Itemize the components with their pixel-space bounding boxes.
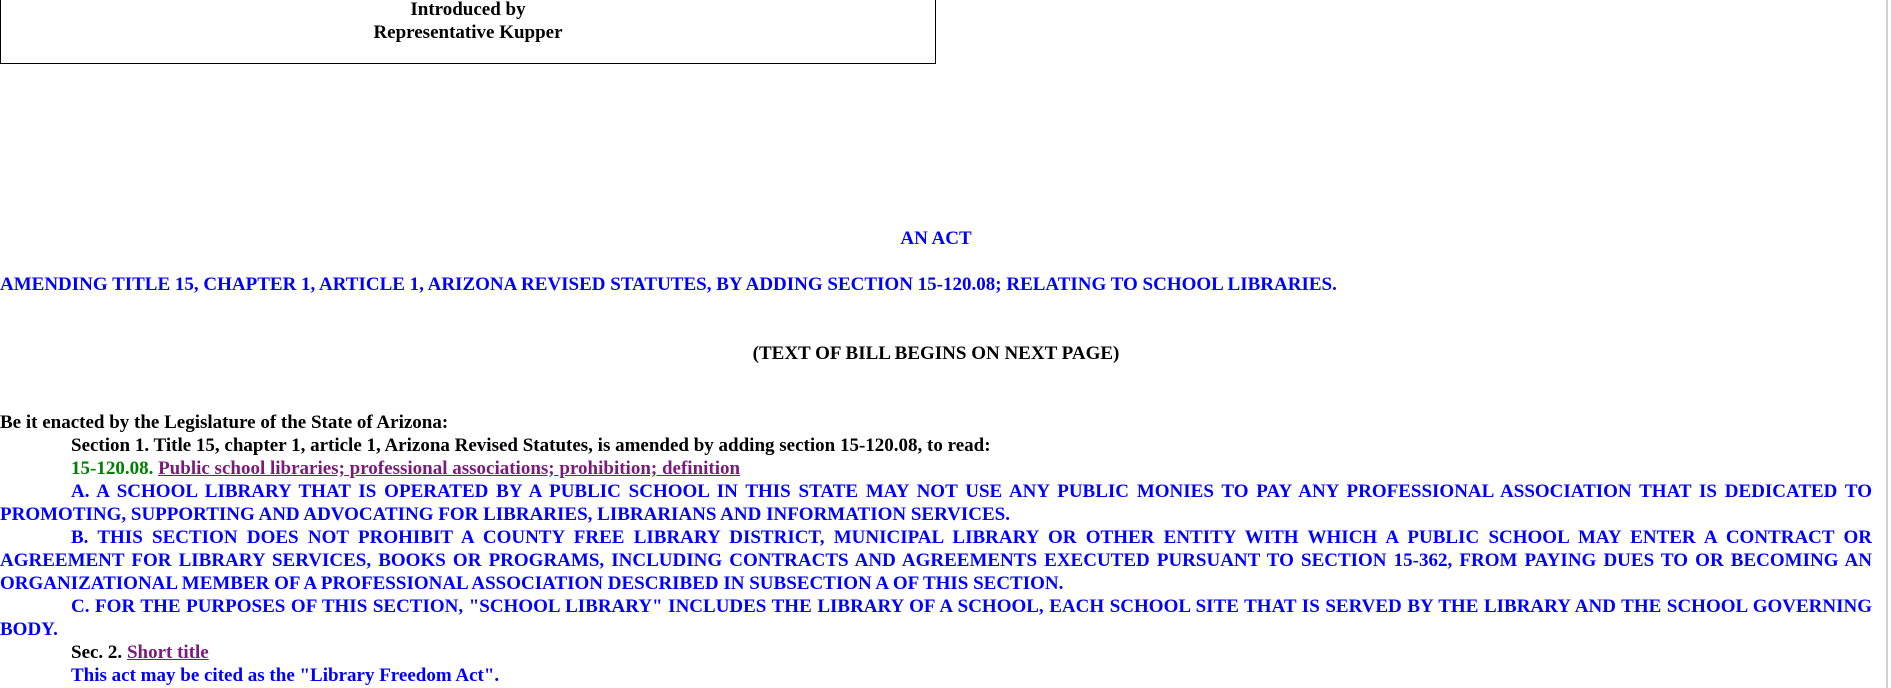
subsection-b: B. THIS SECTION DOES NOT PROHIBIT A COUNTY FREE LIBRARY DISTRICT, MUNICIPAL LIBRARY OR OTHER ENTITY WITH WHICH A PUBLIC SCHOOL MAY ENTER A CONTRACT OR AGREEMENT FOR LIBRARY SERVICES, BOOKS OR PROGRAMS, INCLUDING CONTRACTS AND AGREEMENTS EXECUTED PURSUANT TO SECTION 15-362, FROM PAYING DUES TO OR BECOMING AN ORGANIZATIONAL MEMBER OF A PROFESSIONAL ASSOCIATION DESCRIBED IN SUBSECTION A OF THIS SECTION. xyxy=(0,527,1872,594)
statute-heading xyxy=(0,457,1872,480)
sponsor-box xyxy=(0,0,936,64)
text-begins-notice: (TEXT OF BILL BEGINS ON NEXT PAGE) xyxy=(752,343,1120,364)
short-title-link[interactable]: Short title xyxy=(126,642,209,663)
subsection-a: A. A SCHOOL LIBRARY THAT IS OPERATED BY A PUBLIC SCHOOL IN THIS STATE MAY NOT USE ANY PUBLIC MONIES TO PAY ANY PROFESSIONAL ASSOCIATION THAT IS DEDICATED TO PROMOTING, SUPPORTING AND ADVOCATING FOR LIBRARIES, LIBRARIANS AND INFORMATION SERVICES. xyxy=(0,481,1872,525)
vertical-scrollbar[interactable] xyxy=(1872,0,1891,688)
section-2-heading xyxy=(0,641,1872,664)
subsection-c: C. FOR THE PURPOSES OF THIS SECTION, "SCHOOL LIBRARY" INCLUDES THE LIBRARY OF A SCHOOL, EACH SCHOOL SITE THAT IS SERVED BY THE LIBRARY AND THE SCHOOL GOVERNING BODY. xyxy=(0,596,1872,640)
section-1: Section 1. Title 15, chapter 1, article 1, Arizona Revised Statutes, is amended by adding section 15-120.08, to read: xyxy=(71,435,991,456)
section-2-text: This act may be cited as the "Library Freedom Act". xyxy=(71,665,500,686)
act-description: AMENDING TITLE 15, CHAPTER 1, ARTICLE 1, ARIZONA REVISED STATUTES, BY ADDING SECTION 15-120.08; RELATING TO SCHOOL LIBRARIES. xyxy=(0,274,1337,295)
act-title: AN ACT xyxy=(900,228,972,249)
bill-body xyxy=(0,411,1872,687)
statute-title-link[interactable]: Public school libraries; professional associations; prohibition; definition xyxy=(158,458,741,479)
section-2-label: Sec. 2. xyxy=(71,642,123,663)
introduced-by-label: Introduced by xyxy=(410,0,526,20)
statute-number: 15-120.08. xyxy=(71,458,154,479)
scrollbar-thumb[interactable] xyxy=(1886,0,1888,688)
sponsor-name: Representative Kupper xyxy=(373,22,563,43)
enacting-clause: Be it enacted by the Legislature of the State of Arizona: xyxy=(0,412,449,433)
